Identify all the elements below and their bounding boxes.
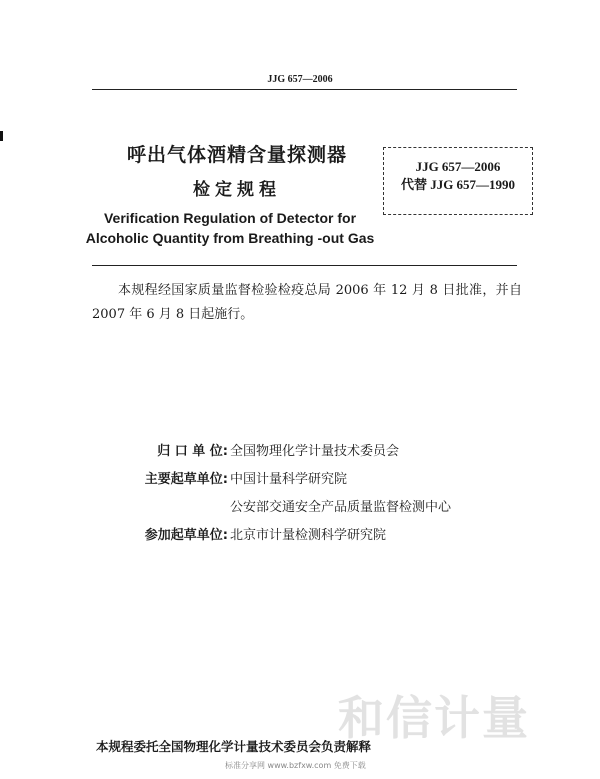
standard-number-box — [383, 147, 533, 215]
document-subtitle-chinese: 检定规程 — [193, 180, 281, 200]
participating-drafting-unit-value: 北京市计量检测科学研究院 — [230, 528, 387, 543]
document-title-chinese: 呼出气体酒精含量探测器 — [126, 144, 347, 166]
standard-code: JJG 657—2006 — [415, 159, 501, 174]
watermark-url: 标准分享网 www.bzfxw.com 免费下载 — [225, 761, 366, 770]
english-title-line-1: Verification Regulation of Detector for — [103, 210, 357, 226]
responsible-unit-row — [120, 443, 399, 461]
english-title-line-2: Alcoholic Quantity from Breathing -out Gas — [85, 230, 375, 246]
interpretation-note: 本规程委托全国物理化学计量技术委员会负责解释 — [96, 739, 372, 754]
scan-edge-mark — [0, 131, 3, 141]
main-drafting-unit-row — [120, 471, 347, 489]
main-drafting-unit-value-1: 中国计量科学研究院 — [230, 472, 348, 487]
main-drafting-unit-label: 主要起草单位: — [144, 472, 228, 487]
participating-drafting-unit-label: 参加起草单位: — [144, 528, 228, 543]
responsible-unit-label: 归 口 单 位: — [157, 444, 228, 459]
approval-statement: 本规程经国家质量监督检验检疫总局 2006 年 12 月 8 日批准，并自 2007 年 6 月 8 日起施行。 — [92, 283, 522, 322]
top-divider — [92, 89, 517, 90]
middle-divider — [92, 265, 517, 266]
main-drafting-unit-value-2: 公安部交通安全产品质量监督检测中心 — [230, 500, 452, 515]
main-drafting-unit-row-2 — [120, 499, 451, 517]
replaces-code: 代替 JJG 657—1990 — [400, 177, 516, 192]
brand-watermark: 和信计量 — [338, 691, 530, 745]
document-title-english — [80, 208, 380, 248]
participating-drafting-unit-row — [120, 527, 386, 545]
responsible-unit-value: 全国物理化学计量技术委员会 — [230, 444, 400, 459]
document-code-header: JJG 657—2006 — [267, 74, 333, 85]
